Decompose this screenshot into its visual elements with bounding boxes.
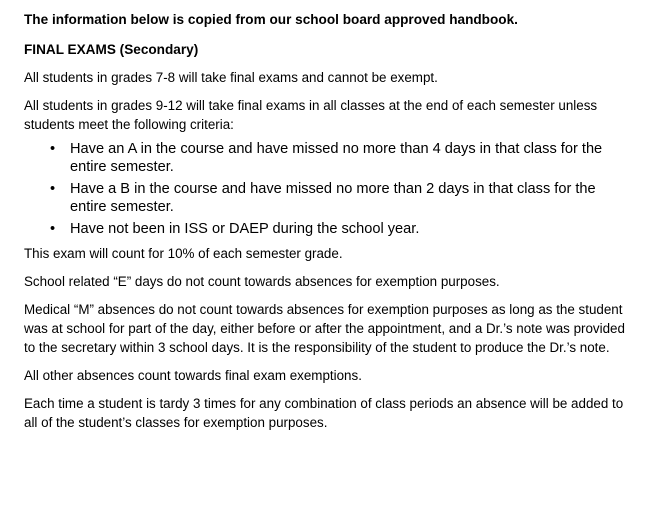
bullet-icon: • xyxy=(50,181,56,197)
paragraph-grades-7-8: All students in grades 7-8 will take final exams and cannot be exempt. xyxy=(24,70,438,85)
bullet-icon: • xyxy=(50,141,56,157)
section-title: FINAL EXAMS (Secondary) xyxy=(24,42,199,57)
criteria-text: Have an A in the course and have missed no more than 4 days in that class for the entire semester. xyxy=(70,141,603,175)
paragraph-grades-9-12: All students in grades 9-12 will take final exams in all classes at the end of each semester unless students meet the following criteria: xyxy=(24,98,598,132)
bullet-icon: • xyxy=(50,221,56,237)
paragraph-other-absences: All other absences count towards final exam exemptions. xyxy=(24,367,362,383)
criteria-text: Have a B in the course and have missed no more than 2 days in that class for the entire semester. xyxy=(70,181,596,215)
paragraph-tardy-policy: Each time a student is tardy 3 times for any combination of class periods an absence will be added to all of the student’s classes for exemption purposes. xyxy=(24,395,624,430)
criteria-item xyxy=(24,141,636,176)
criteria-item xyxy=(24,181,636,216)
criteria-list xyxy=(24,141,636,239)
intro-heading: The information below is copied from our school board approved handbook. xyxy=(24,12,518,27)
handbook-excerpt xyxy=(24,10,636,432)
paragraph-e-days: School related “E” days do not count towards absences for exemption purposes. xyxy=(24,273,500,289)
paragraph-medical-absences: Medical “M” absences do not count towards absences for exemption purposes as long as the student was at school for part of the day, either before or after the appointment, and a Dr.’s note was provided to the secretary within 3 school days. It is the responsibility of the student to produce the Dr.’s note. xyxy=(24,301,625,355)
criteria-item xyxy=(24,221,636,239)
criteria-text: Have not been in ISS or DAEP during the school year. xyxy=(70,221,420,237)
paragraph-exam-weight: This exam will count for 10% of each semester grade. xyxy=(24,245,343,261)
